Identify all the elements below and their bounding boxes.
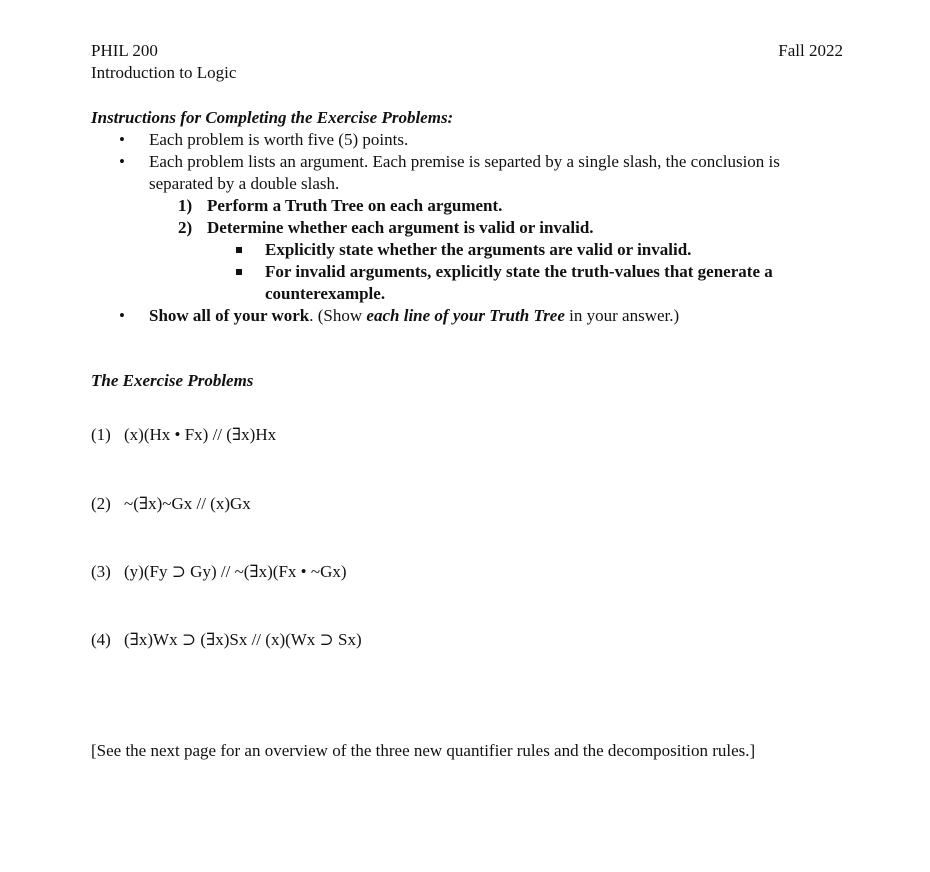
step-item (178, 195, 843, 217)
footer-note: [See the next page for an overview of the three new quantifier rules and the decomposition rules.] (91, 741, 756, 760)
problem-argument: (∃x)Wx ⊃ (∃x)Sx // (x)(Wx ⊃ Sx) (124, 630, 362, 649)
sub-item-text: For invalid arguments, explicitly state the truth-values that generate a counterexample. (265, 262, 773, 303)
step-text: Determine whether each argument is valid or invalid. (207, 218, 594, 237)
problem-number: (2) (91, 494, 111, 513)
instruction-text: in your answer.) (564, 306, 680, 325)
problem-number: (1) (91, 425, 111, 444)
bullet-dot-icon: • (119, 152, 125, 171)
instruction-text: Each problem lists an argument. Each premise is separted by a single slash, the conclusion is separated by a double slash. (149, 152, 780, 193)
document-page (91, 40, 843, 760)
course-code: PHIL 200 (91, 41, 158, 60)
problem-number: (4) (91, 630, 111, 649)
instruction-item (91, 151, 843, 305)
course-info (91, 40, 236, 84)
steps-list (149, 195, 843, 305)
sub-list (207, 239, 843, 305)
bullet-dot-icon: • (119, 306, 125, 325)
instructions-list (91, 129, 843, 327)
instruction-emphasis-text: each line of your Truth Tree (366, 306, 565, 325)
problem-item (91, 424, 276, 446)
instruction-text: . (Show (309, 306, 367, 325)
square-bullet-icon (236, 247, 242, 253)
problem-argument: (x)(Hx • Fx) // (∃x)Hx (124, 425, 277, 444)
square-bullet-icon (236, 269, 242, 275)
instruction-item (91, 129, 843, 151)
problem-argument: ~(∃x)~Gx // (x)Gx (124, 494, 251, 513)
problem-item (91, 561, 347, 583)
problem-number: (3) (91, 562, 111, 581)
step-text: Perform a Truth Tree on each argument. (207, 196, 503, 215)
sub-item (236, 261, 843, 305)
term: Fall 2022 (778, 41, 843, 60)
step-item (178, 217, 843, 305)
instructions-heading: Instructions for Completing the Exercise Problems: (91, 108, 454, 127)
sub-item-text: Explicitly state whether the arguments are valid or invalid. (265, 240, 692, 259)
course-title: Introduction to Logic (91, 63, 237, 82)
step-number: 2) (178, 218, 193, 237)
instruction-item (91, 305, 843, 327)
document-header (91, 40, 843, 84)
instruction-text: Each problem is worth five (5) points. (149, 130, 409, 149)
problems-heading: The Exercise Problems (91, 371, 254, 390)
problem-item (91, 629, 362, 651)
problem-argument: (y)(Fy ⊃ Gy) // ~(∃x)(Fx • ~Gx) (124, 562, 347, 581)
problem-item (91, 493, 251, 515)
bullet-dot-icon: • (119, 130, 125, 149)
step-number: 1) (178, 196, 193, 215)
sub-item (236, 239, 843, 261)
instruction-bold-text: Show all of your work (149, 306, 310, 325)
